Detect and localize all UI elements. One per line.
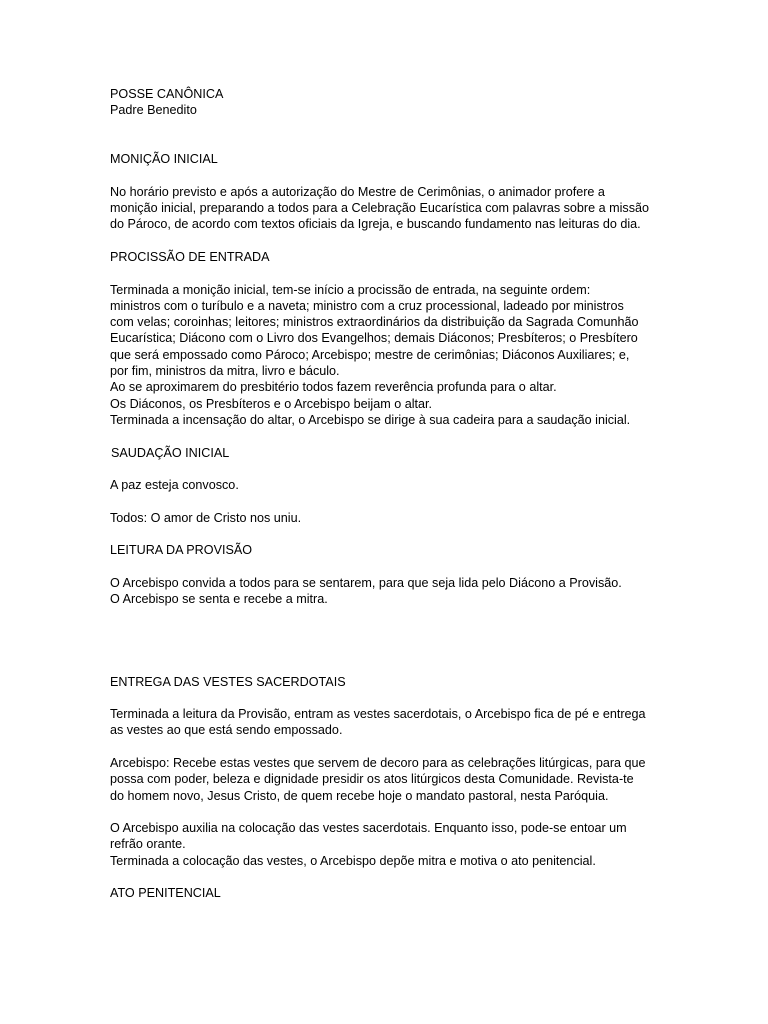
paragraph-line: O Arcebispo auxilia na colocação das vestes sacerdotais. Enquanto isso, pode-se entoar um [110, 821, 627, 836]
paragraph-line: No horário previsto e após a autorização do Mestre de Cerimônias, o animador profere a [110, 184, 605, 199]
paragraph-monicao [110, 184, 670, 233]
paragraph-line: Terminada a leitura da Provisão, entram as vestes sacerdotais, o Arcebispo fica de pé e entrega [110, 707, 646, 722]
spacer [110, 461, 670, 477]
saudacao-line: A paz esteja convosco. [110, 478, 239, 493]
spacer [110, 526, 670, 542]
paragraph-line: Terminada a incensação do altar, o Arcebispo se dirige à sua cadeira para a saudação inicial. [110, 412, 631, 427]
paragraph-line: Os Diáconos, os Presbíteros e o Arcebispo beijam o altar. [110, 396, 433, 411]
section-heading-vestes: ENTREGA DAS VESTES SACERDOTAIS [110, 674, 346, 689]
spacer [110, 233, 670, 249]
spacer [110, 804, 670, 820]
document-title: POSSE CANÔNICA [110, 87, 224, 101]
paragraph-line: Eucarística; Diácono com o Livro dos Evangelhos; demais Diáconos; Presbíteros; o Presbítero [110, 331, 638, 346]
paragraph-vestes-3 [110, 820, 670, 869]
paragraph-provisao [110, 575, 670, 608]
paragraph-procissao [110, 282, 670, 429]
paragraph-vestes-2 [110, 755, 670, 804]
paragraph-line: ministros com o turíbulo e a naveta; ministro com a cruz processional, ladeado por ministros [110, 298, 624, 313]
paragraph-line: O Arcebispo convida a todos para se sentarem, para que seja lida pelo Diácono a Provisão. [110, 575, 622, 590]
spacer [110, 265, 670, 281]
saudacao-response: Todos: O amor de Cristo nos uniu. [110, 510, 302, 525]
document-subtitle: Padre Benedito [110, 103, 197, 118]
paragraph-line: do homem novo, Jesus Cristo, de quem recebe hoje o mandato pastoral, nesta Paróquia. [110, 788, 609, 803]
paragraph-line: com velas; coroinhas; leitores; ministros extraordinários da distribuição da Sagrada Comunhão [110, 315, 639, 330]
spacer [110, 690, 670, 706]
paragraph-line: por fim, ministros da mitra, livro e báculo. [110, 364, 340, 379]
paragraph-line: possa com poder, beleza e dignidade presidir os atos litúrgicos desta Comunidade. Revista-te [110, 772, 634, 787]
paragraph-vestes-1 [110, 706, 670, 739]
spacer [110, 559, 670, 575]
spacer [110, 493, 670, 509]
paragraph-line: refrão orante. [110, 837, 186, 852]
paragraph-line: O Arcebispo se senta e recebe a mitra. [110, 592, 328, 607]
paragraph-line: que será empossado como Pároco; Arcebispo; mestre de cerimônias; Diáconos Auxiliares; e, [110, 347, 630, 362]
document-page [110, 86, 670, 902]
paragraph-line: do Pároco, de acordo com textos oficiais da Igreja, e buscando fundamento nas leituras do dia. [110, 217, 641, 232]
section-heading-procissao: PROCISSÃO DE ENTRADA [110, 249, 270, 264]
paragraph-line: Terminada a monição inicial, tem-se início a procissão de entrada, na seguinte ordem: [110, 282, 591, 297]
spacer [110, 119, 670, 152]
section-heading-provisao: LEITURA DA PROVISÃO [110, 543, 253, 558]
paragraph-line: Terminada a colocação das vestes, o Arcebispo depõe mitra e motiva o ato penitencial. [110, 853, 596, 868]
spacer [110, 608, 670, 674]
paragraph-line: Ao se aproximarem do presbitério todos fazem reverência profunda para o altar. [110, 380, 557, 395]
spacer [110, 167, 670, 183]
paragraph-line: Arcebispo: Recebe estas vestes que servem de decoro para as celebrações litúrgicas, para que [110, 755, 646, 770]
paragraph-line: as vestes ao que está sendo empossado. [110, 723, 343, 738]
spacer [110, 869, 670, 885]
section-heading-saudacao: SAUDAÇÃO INICIAL [111, 445, 230, 460]
section-heading-ato: ATO PENITENCIAL [110, 886, 221, 901]
section-heading-monicao: MONIÇÃO INICIAL [110, 152, 218, 167]
spacer [110, 739, 670, 755]
spacer [110, 428, 670, 444]
paragraph-line: monição inicial, preparando a todos para a Celebração Eucarística com palavras sobre a missão [110, 201, 650, 216]
